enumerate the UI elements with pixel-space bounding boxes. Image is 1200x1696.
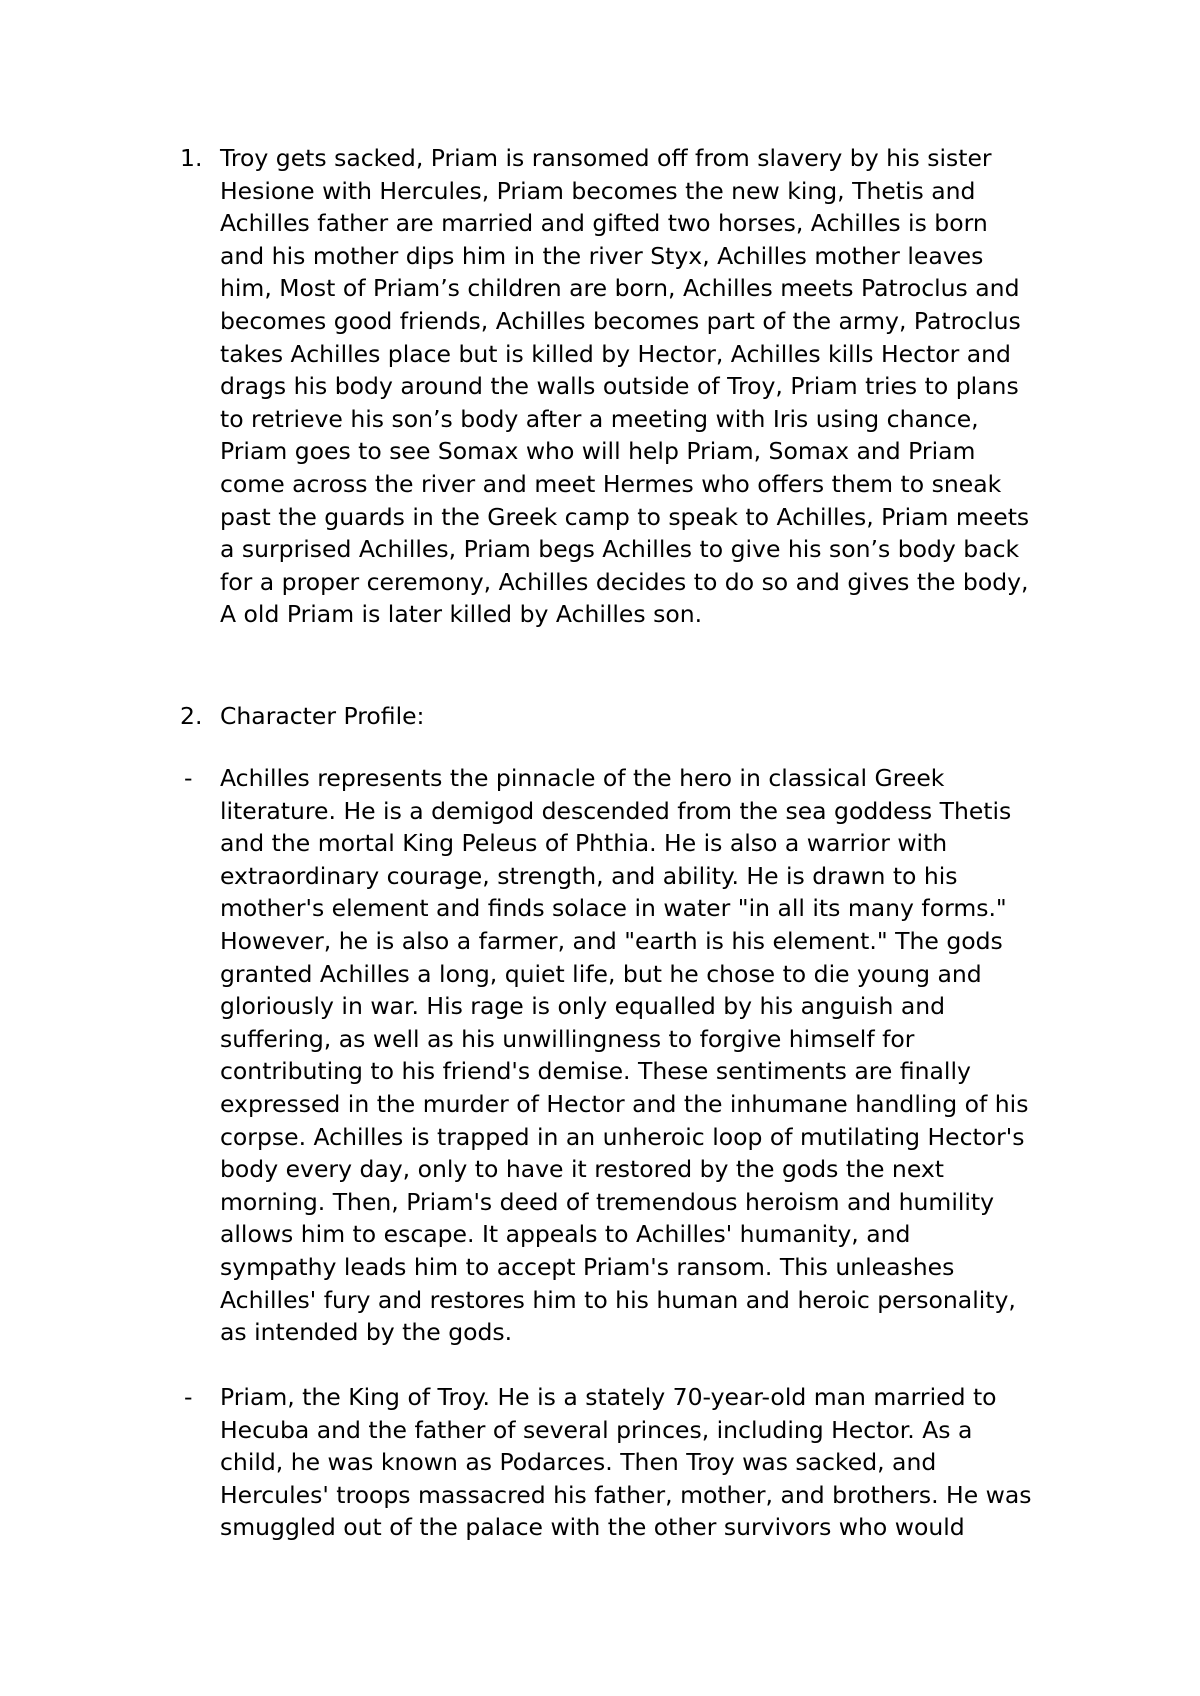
paragraph-summary bbox=[220, 142, 1080, 631]
text-line: contributing to his friend's demise. These sentiments are finally bbox=[220, 1057, 971, 1086]
text-line: mother's element and finds solace in water "in all its many forms." bbox=[220, 894, 1007, 923]
text-line: gloriously in war. His rage is only equalled by his anguish and bbox=[220, 992, 946, 1021]
text-line: morning. Then, Priam's deed of tremendous heroism and humility bbox=[220, 1187, 995, 1216]
text-line: to retrieve his son’s body after a meeting with Iris using chance, bbox=[220, 404, 979, 433]
text-line: A old Priam is later killed by Achilles son. bbox=[220, 600, 703, 629]
text-line: extraordinary courage, strength, and ability. He is drawn to his bbox=[220, 861, 958, 890]
text-line: a surprised Achilles, Priam begs Achilles to give his son’s body back bbox=[220, 535, 1020, 564]
text-line: him, Most of Priam’s children are born, Achilles meets Patroclus and bbox=[220, 274, 1020, 303]
text-line: allows him to escape. It appeals to Achilles' humanity, and bbox=[220, 1220, 911, 1249]
text-line: Achilles' fury and restores him to his human and heroic personality, bbox=[220, 1285, 1016, 1314]
list-marker-dash: - bbox=[184, 764, 193, 792]
text-line: Achilles represents the pinnacle of the hero in classical Greek bbox=[220, 764, 945, 792]
text-line: Priam goes to see Somax who will help Priam, Somax and Priam bbox=[220, 437, 976, 466]
text-line: granted Achilles a long, quiet life, but he chose to die young and bbox=[220, 959, 982, 988]
list-marker-number: 2. bbox=[180, 702, 203, 730]
paragraph-priam bbox=[220, 1381, 1080, 1544]
text-line: as intended by the gods. bbox=[220, 1318, 513, 1347]
text-line: becomes good friends, Achilles becomes part of the army, Patroclus bbox=[220, 306, 1021, 335]
text-line: literature. He is a demigod descended from the sea goddess Thetis bbox=[220, 796, 1012, 825]
section-heading bbox=[220, 700, 1080, 733]
text-line: drags his body around the walls outside of Troy, Priam tries to plans bbox=[220, 372, 1019, 401]
text-line: sympathy leads him to accept Priam's ransom. This unleashes bbox=[220, 1252, 955, 1281]
text-line: for a proper ceremony, Achilles decides to do so and gives the body, bbox=[220, 567, 1029, 596]
list-marker-number: 1. bbox=[180, 144, 203, 172]
text-line: suffering, as well as his unwillingness to forgive himself for bbox=[220, 1024, 915, 1053]
text-line: Achilles father are married and gifted two horses, Achilles is born bbox=[220, 209, 988, 238]
text-line: smuggled out of the palace with the other survivors who would bbox=[220, 1513, 965, 1542]
text-line: Character Profile: bbox=[220, 702, 425, 730]
text-line: and his mother dips him in the river Styx, Achilles mother leaves bbox=[220, 241, 984, 270]
text-line: Troy gets sacked, Priam is ransomed off from slavery by his sister bbox=[220, 144, 992, 172]
text-line: body every day, only to have it restored by the gods the next bbox=[220, 1155, 944, 1184]
text-line: and the mortal King Peleus of Phthia. He is also a warrior with bbox=[220, 829, 948, 858]
text-line: Hesione with Hercules, Priam becomes the new king, Thetis and bbox=[220, 176, 976, 205]
paragraph-achilles bbox=[220, 762, 1080, 1349]
text-line: takes Achilles place but is killed by Hector, Achilles kills Hector and bbox=[220, 339, 1011, 368]
text-line: Priam, the King of Troy. He is a stately 70-year-old man married to bbox=[220, 1383, 997, 1411]
text-line: However, he is also a farmer, and "earth is his element." The gods bbox=[220, 926, 1003, 955]
text-line: child, he was known as Podarces. Then Troy was sacked, and bbox=[220, 1448, 937, 1477]
text-line: expressed in the murder of Hector and the inhumane handling of his bbox=[220, 1089, 1029, 1118]
list-marker-dash: - bbox=[184, 1383, 193, 1411]
text-line: past the guards in the Greek camp to speak to Achilles, Priam meets bbox=[220, 502, 1030, 531]
text-line: come across the river and meet Hermes who offers them to sneak bbox=[220, 469, 1002, 498]
text-line: corpse. Achilles is trapped in an unheroic loop of mutilating Hector's bbox=[220, 1122, 1025, 1151]
text-line: Hecuba and the father of several princes, including Hector. As a bbox=[220, 1415, 973, 1444]
text-line: Hercules' troops massacred his father, mother, and brothers. He was bbox=[220, 1480, 1032, 1509]
